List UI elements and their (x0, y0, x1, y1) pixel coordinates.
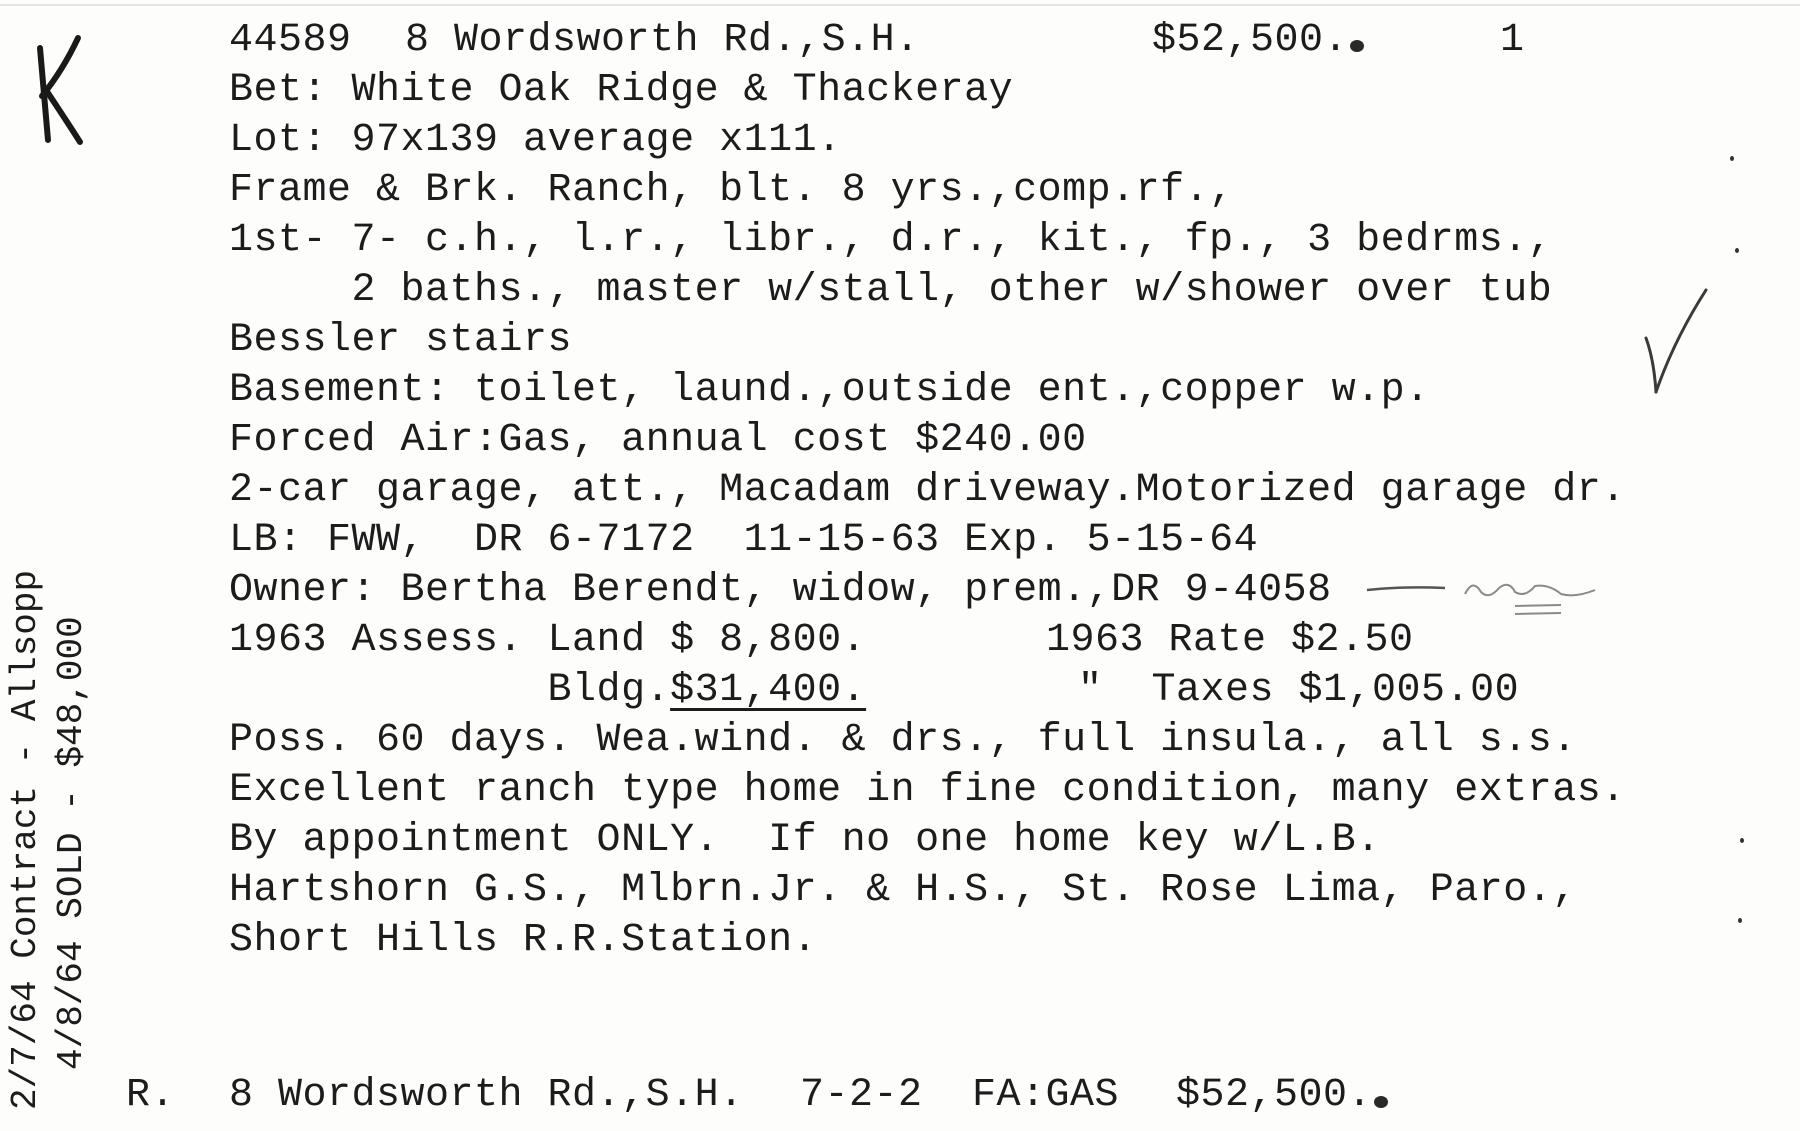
footer-prefix: R. (126, 1073, 176, 1118)
checkmark-icon (1640, 280, 1710, 400)
between-streets-line: Bet: White Oak Ridge & Thackeray (229, 68, 1014, 113)
construction-line: Frame & Brk. Ranch, blt. 8 yrs.,comp.rf., (229, 168, 1234, 213)
footer-rooms: 7-2-2 (800, 1073, 923, 1118)
ink-blot (1350, 40, 1364, 52)
card-top-edge (0, 4, 1800, 6)
station-line: Short Hills R.R.Station. (229, 918, 818, 963)
footer-heat: FA:GAS (972, 1073, 1120, 1118)
garage-line: 2-car garage, att., Macadam driveway.Motorized garage dr. (229, 468, 1626, 513)
assessment-bldg-row (229, 667, 866, 715)
baths-line: 2 baths., master w/stall, other w/shower over tub (229, 268, 1553, 313)
ink-blot (1374, 1096, 1388, 1108)
schools-line: Hartshorn G.S., Mlbrn.Jr. & H.S., St. Rose Lima, Paro., (229, 868, 1577, 913)
listing-number: 44589 (229, 18, 352, 63)
tax-rate: 1963 Rate $2.50 (1046, 618, 1414, 663)
handwritten-k-mark (18, 30, 88, 150)
contract-note: 2/7/64 Contract - Allsopp (5, 569, 46, 1110)
possession-line: Poss. 60 days. Wea.wind. & drs., full insula., all s.s. (229, 718, 1577, 763)
assessment-land: 1963 Assess. Land $ 8,800. (229, 618, 867, 663)
handwritten-scribble (1365, 572, 1615, 622)
card-number: 1 (1500, 18, 1525, 63)
lot-size-line: Lot: 97x139 average x111. (229, 118, 842, 163)
owner-line: Owner: Bertha Berendt, widow, prem.,DR 9-4058 (229, 568, 1332, 613)
footer-address: 8 Wordsworth Rd.,S.H. (229, 1073, 744, 1118)
speck (1740, 838, 1744, 843)
stairs-line: Bessler stairs (229, 318, 573, 363)
speck (1738, 918, 1742, 923)
heating-line: Forced Air:Gas, annual cost $240.00 (229, 418, 1087, 463)
first-floor-rooms-line: 1st- 7- c.h., l.r., libr., d.r., kit., fp., 3 bedrms., (229, 218, 1553, 263)
description-line: Excellent ranch type home in fine condition, many extras. (229, 768, 1626, 813)
appointment-line: By appointment ONLY. If no one home key w/L.B. (229, 818, 1381, 863)
sold-note: 4/8/64 SOLD - $48,000 (51, 616, 92, 1070)
listing-broker-line: LB: FWW, DR 6-7172 11-15-63 Exp. 5-15-64 (229, 518, 1259, 563)
assessment-bldg-value: $31,400. (670, 668, 867, 713)
basement-line: Basement: toilet, laund.,outside ent.,copper w.p. (229, 368, 1430, 413)
footer-price: $52,500. (1176, 1073, 1373, 1118)
listing-price: $52,500. (1152, 18, 1349, 63)
taxes-total: " Taxes $1,005.00 (1078, 668, 1520, 713)
speck (1730, 156, 1734, 161)
assessment-bldg-label: Bldg. (229, 668, 671, 713)
speck (1735, 248, 1739, 253)
listing-address: 8 Wordsworth Rd.,S.H. (405, 18, 920, 63)
